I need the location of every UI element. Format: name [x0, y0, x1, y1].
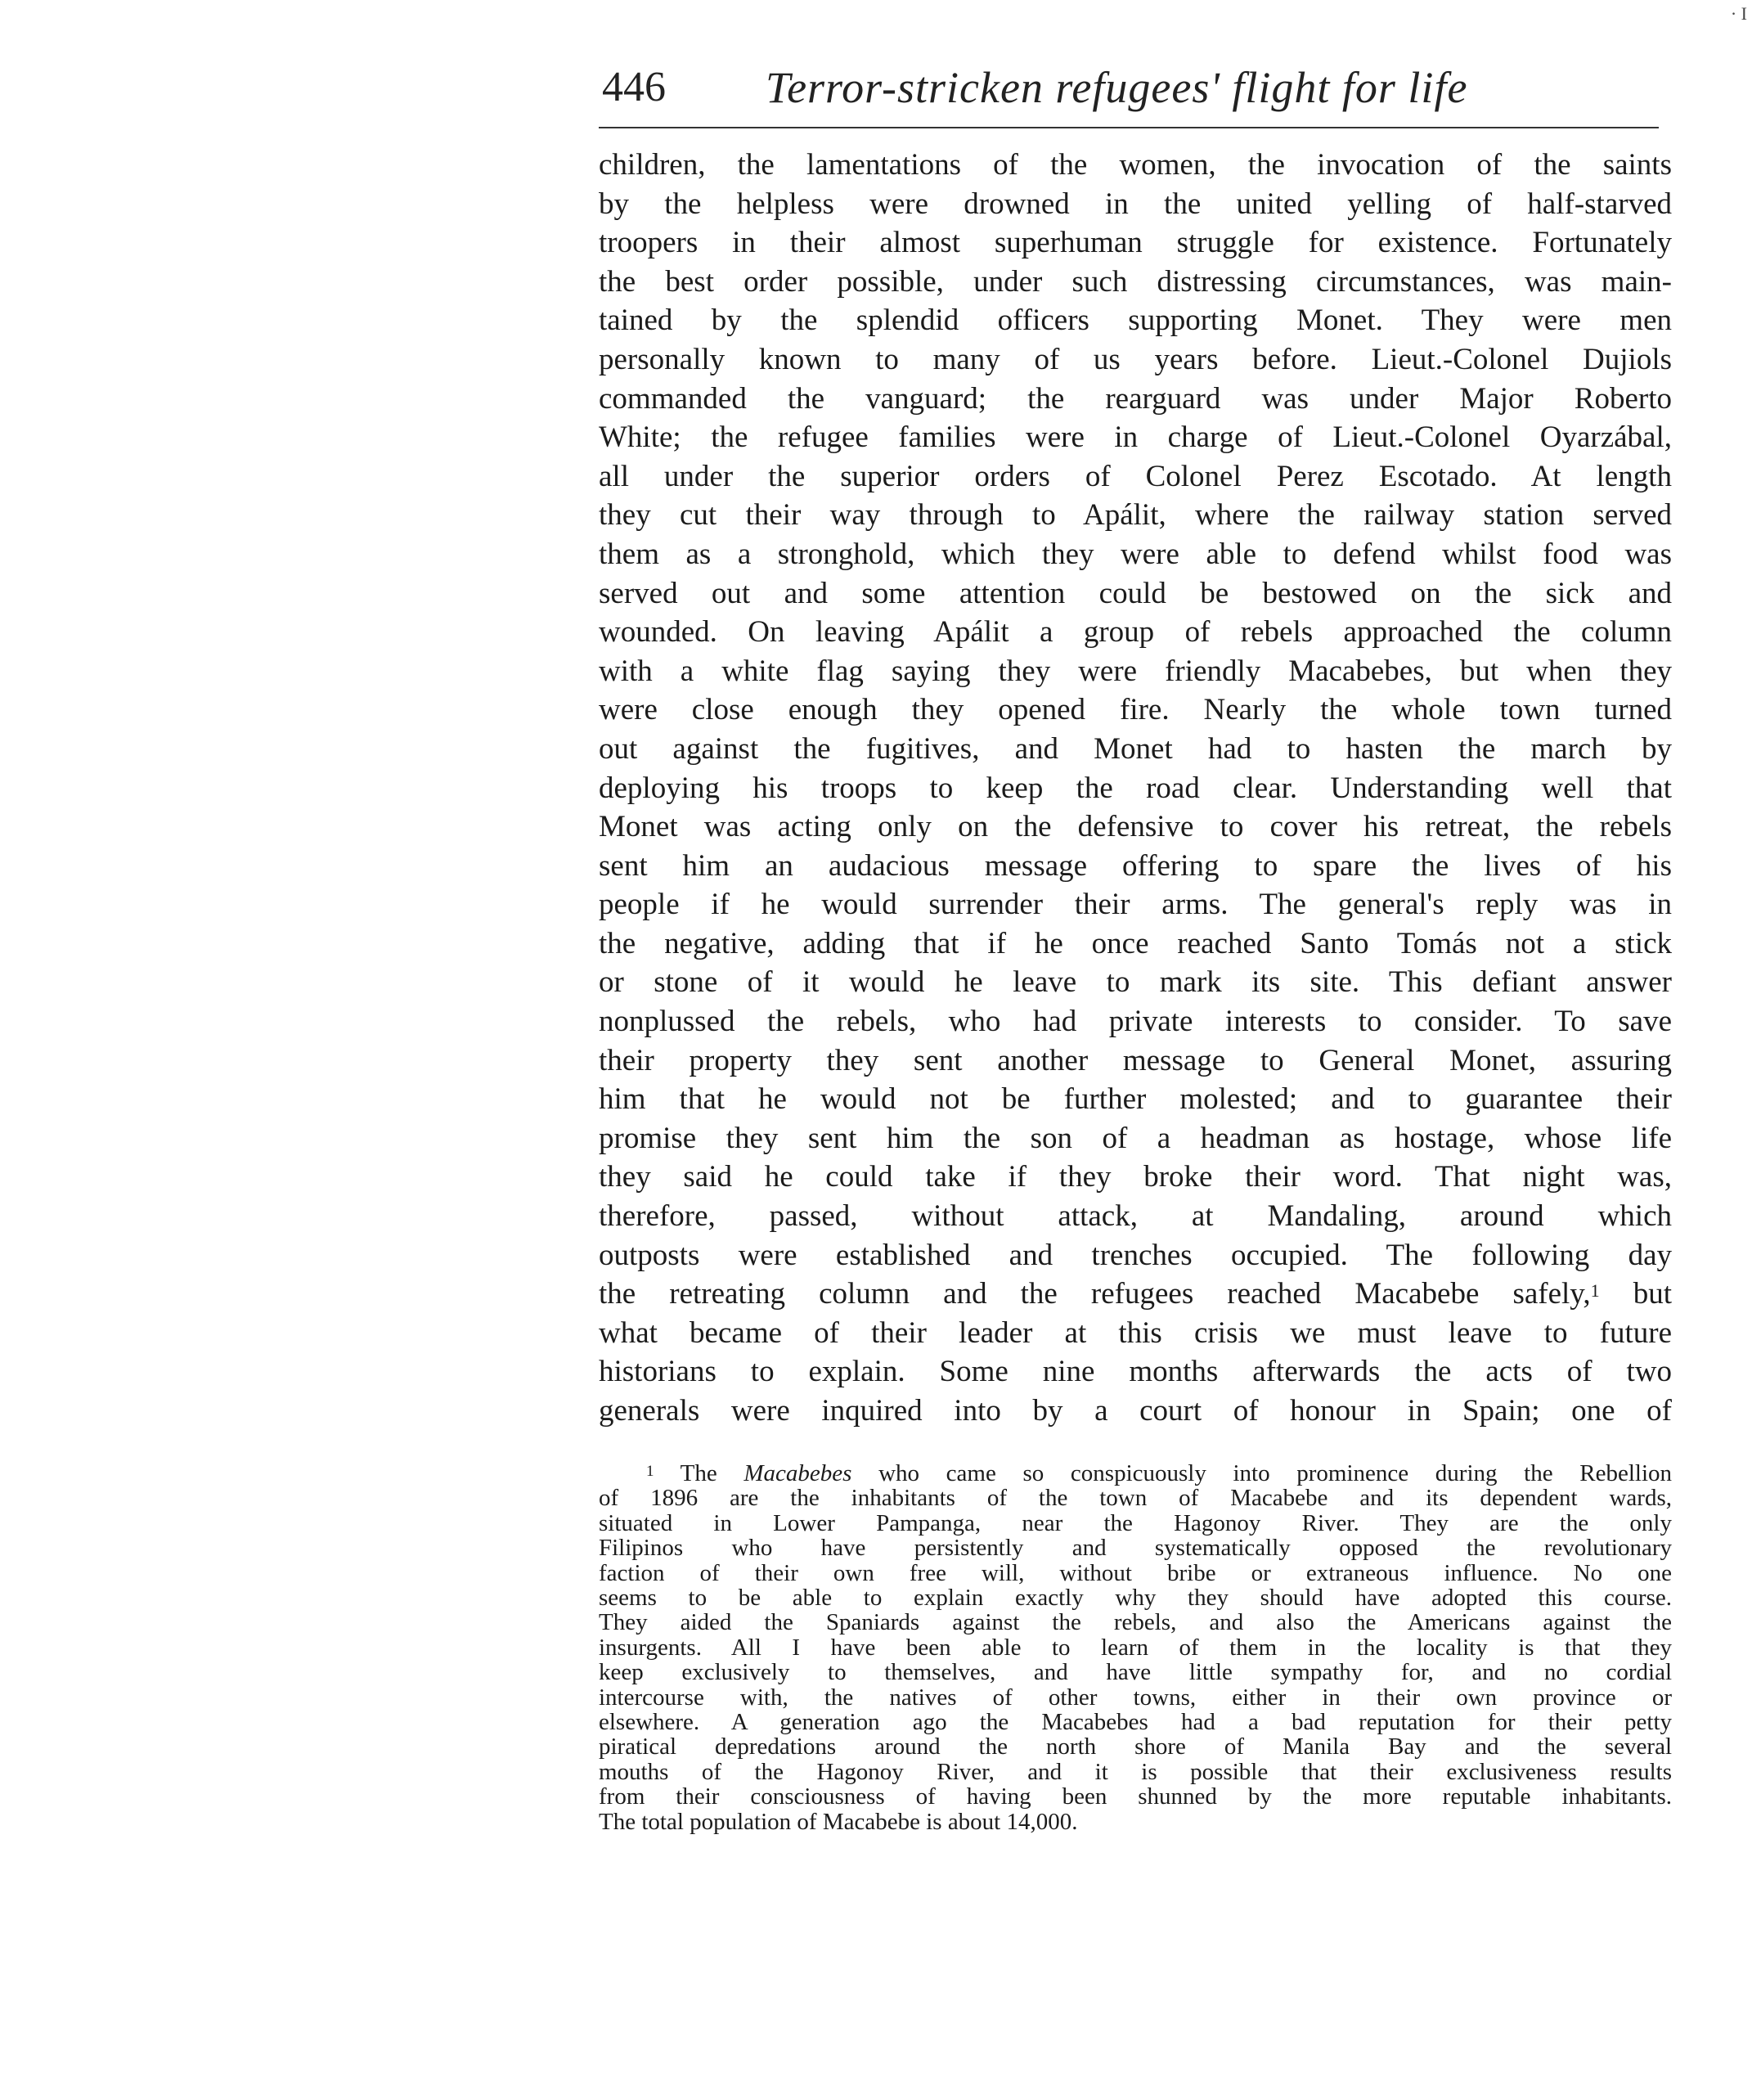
footnote-line: from their consciousness of having been shunned by the more reputable inhabitants. [599, 1783, 1672, 1810]
body-line: all under the superior orders of Colonel Perez Escotado. At length [599, 459, 1672, 493]
footnote-line: Filipinos who have persistently and systematically opposed the revolutionary [599, 1535, 1672, 1562]
body-line: historians to explain. Some nine months afterwards the acts of two [599, 1355, 1672, 1389]
running-head [602, 59, 1659, 116]
body-line: they said he could take if they broke their word. That night was, [599, 1160, 1672, 1194]
footnote-line: keep exclusively to themselves, and have little sympathy for, and no cordial [599, 1659, 1672, 1686]
footnote-line: They aided the Spaniards against the rebels, and also the Americans against the [599, 1609, 1672, 1636]
footnote-last-line: The total population of Macabebe is about 14,000. [599, 1808, 1078, 1835]
body-line: nonplussed the rebels, who had private interests to consider. To save [599, 1005, 1672, 1039]
body-line: the negative, adding that if he once reached Santo Tomás not a stick [599, 926, 1672, 960]
body-line: therefore, passed, without attack, at Mandaling, around which [599, 1199, 1672, 1234]
footnote-line: faction of their own free will, without bribe or extraneous influence. No one [599, 1559, 1672, 1586]
body-line: they cut their way through to Apálit, where the railway station served [599, 498, 1672, 533]
body-line: or stone of it would he leave to mark its site. This defiant answer [599, 965, 1672, 1000]
footnote-word: The [680, 1460, 717, 1486]
body-line: out against the fugitives, and Monet had to hasten the march by [599, 731, 1672, 766]
body-line: White; the refugee families were in charge of Lieut.-Colonel Oyarzábal, [599, 420, 1672, 455]
body-line: him that he would not be further molested; and to guarantee their [599, 1082, 1672, 1117]
corner-mark: · I [1730, 3, 1747, 24]
footnote-first-line [599, 1461, 1672, 1486]
footnote-line: elsewhere. A generation ago the Macabebes had a bad reputation for their petty [599, 1709, 1672, 1736]
footnote-line: seems to be able to explain exactly why they should have adopted this course. [599, 1585, 1672, 1612]
body-line: personally known to many of us years before. Lieut.-Colonel Dujiols [599, 342, 1672, 376]
body-line-part: the retreating column and the refugees reached Macabebe safely, [599, 1277, 1591, 1311]
body-line: sent him an audacious message offering to spare the lives of his [599, 848, 1672, 883]
footnote-term: Macabebes [743, 1460, 852, 1486]
footnote-text: who came so conspicuously into prominence during the Rebellion [851, 1460, 1672, 1486]
body-line: wounded. On leaving Apálit a group of rebels approached the column [599, 615, 1672, 650]
body-line: the best order possible, under such distressing circumstances, was main- [599, 264, 1672, 299]
body-line: children, the lamentations of the women, the invocation of the saints [599, 148, 1672, 182]
body-line: their property they sent another message to General Monet, assuring [599, 1043, 1672, 1077]
body-line: were close enough they opened fire. Nearly the whole town turned [599, 693, 1672, 727]
running-title: Terror-stricken refugees' flight for life [766, 63, 1468, 112]
body-line: tained by the splendid officers supporting Monet. They were men [599, 304, 1672, 338]
body-line-with-footnote-ref [599, 1275, 1672, 1314]
body-line: troopers in their almost superhuman struggle for existence. Fortunately [599, 226, 1672, 260]
body-line-part: but [1599, 1277, 1672, 1311]
page-number: 446 [602, 64, 666, 110]
body-line: deploying his troops to keep the road clear. Understanding well that [599, 771, 1672, 805]
footnote [599, 1461, 1672, 1834]
footnote-line: piratical depredations around the north shore of Manila Bay and the several [599, 1734, 1672, 1760]
header-rule [599, 127, 1659, 128]
body-line: served out and some attention could be bestowed on the sick and [599, 576, 1672, 610]
body-text [599, 146, 1672, 1431]
body-line: promise they sent him the son of a headman as hostage, whose life [599, 1121, 1672, 1155]
footnote-reference[interactable]: 1 [1590, 1280, 1600, 1302]
footnote-marker: 1 [646, 1463, 654, 1480]
body-line: with a white flag saying they were friendly Macabebes, but when they [599, 654, 1672, 688]
body-line: outposts were established and trenches occupied. The following day [599, 1238, 1672, 1272]
body-line: them as a stronghold, which they were able to defend whilst food was [599, 537, 1672, 571]
footnote-line: situated in Lower Pampanga, near the Hagonoy River. They are the only [599, 1509, 1672, 1536]
body-line: by the helpless were drowned in the united yelling of half-starved [599, 187, 1672, 221]
body-line: what became of their leader at this crisis we must leave to future [599, 1315, 1672, 1350]
body-line: commanded the vanguard; the rearguard was under Major Roberto [599, 381, 1672, 416]
body-line: people if he would surrender their arms. The general's reply was in [599, 888, 1672, 922]
footnote-line: intercourse with, the natives of other towns, either in their own province or [599, 1684, 1672, 1711]
body-line: generals were inquired into by a court of honour in Spain; one of [599, 1394, 1672, 1428]
footnote-line: of 1896 are the inhabitants of the town of Macabebe and its dependent wards, [599, 1485, 1672, 1512]
footnote-line: mouths of the Hagonoy River, and it is possible that their exclusiveness results [599, 1758, 1672, 1785]
footnote-line: insurgents. All I have been able to learn of them in the locality is that they [599, 1634, 1672, 1661]
body-line: Monet was acting only on the defensive to cover his retreat, the rebels [599, 810, 1672, 844]
